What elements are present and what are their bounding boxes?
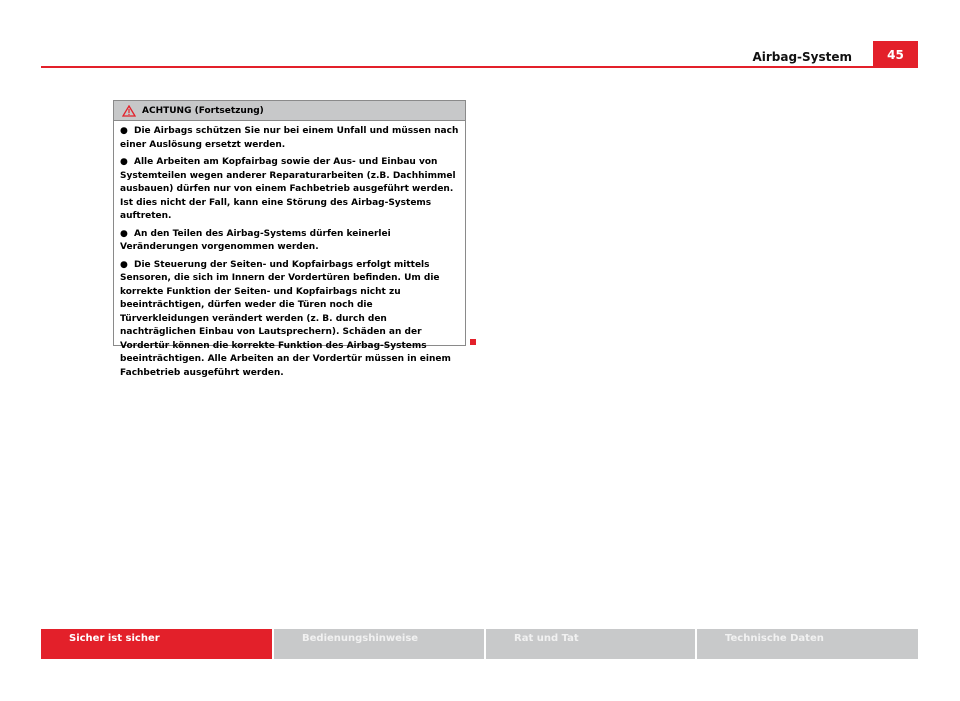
page-number: 45 bbox=[873, 41, 918, 68]
bullet: ● bbox=[120, 259, 128, 270]
warning-item: ● Die Steuerung der Seiten- und Kopfairbags erfolgt mittels Sensoren, die sich im Innern der Vordertüren befinden. Um die korrekte Funktion der Seiten- und Kopfairbags nicht zu beeinträchtigen, dürfen weder die Türen noch die Türverkleidungen verändert werden (z. B. durch den nachträglichen Einbau von Lautsprechern). Schäden an der Vordertür können die korrekte Funktion des Airbag-Systems beeinträchtigen. Alle Arbeiten an der Vordertür müssen in einem Fachbetrieb ausgeführt werden. bbox=[120, 259, 451, 378]
bullet: ● bbox=[120, 126, 128, 136]
header-rule bbox=[41, 66, 918, 68]
warning-title: ACHTUNG (Fortsetzung) bbox=[142, 105, 264, 116]
warning-body bbox=[114, 121, 465, 380]
footer-tab-sicher[interactable]: Sicher ist sicher bbox=[41, 629, 272, 659]
footer-nav bbox=[41, 629, 918, 659]
bullet: ● bbox=[120, 228, 128, 239]
warning-triangle-icon bbox=[122, 105, 136, 117]
page-title: Airbag-System bbox=[752, 50, 852, 64]
footer-tab-technische[interactable]: Technische Daten bbox=[695, 629, 918, 659]
warning-item: ● Alle Arbeiten am Kopfairbag sowie der Aus- und Einbau von Systemteilen wegen anderer Reparaturarbeiten (z.B. Dachhimmel ausbauen) dürfen nur von einem Fachbetrieb ausgeführt werden. Ist dies nicht der Fall, kann eine Störung des Airbag-Systems auftreten. bbox=[120, 157, 456, 221]
warning-item: ● Die Airbags schützen Sie nur bei einem Unfall und müssen nach einer Auslösung ersetzt werden. bbox=[120, 126, 459, 150]
bullet: ● bbox=[120, 157, 128, 167]
section-end-marker bbox=[470, 339, 476, 345]
footer-tab-rat[interactable]: Rat und Tat bbox=[484, 629, 695, 659]
warning-header bbox=[114, 101, 465, 121]
warning-item: ● An den Teilen des Airbag-Systems dürfen keinerlei Veränderungen vorgenommen werden. bbox=[120, 228, 391, 252]
warning-box bbox=[113, 100, 466, 378]
footer-tab-bedienung[interactable]: Bedienungshinweise bbox=[272, 629, 484, 659]
